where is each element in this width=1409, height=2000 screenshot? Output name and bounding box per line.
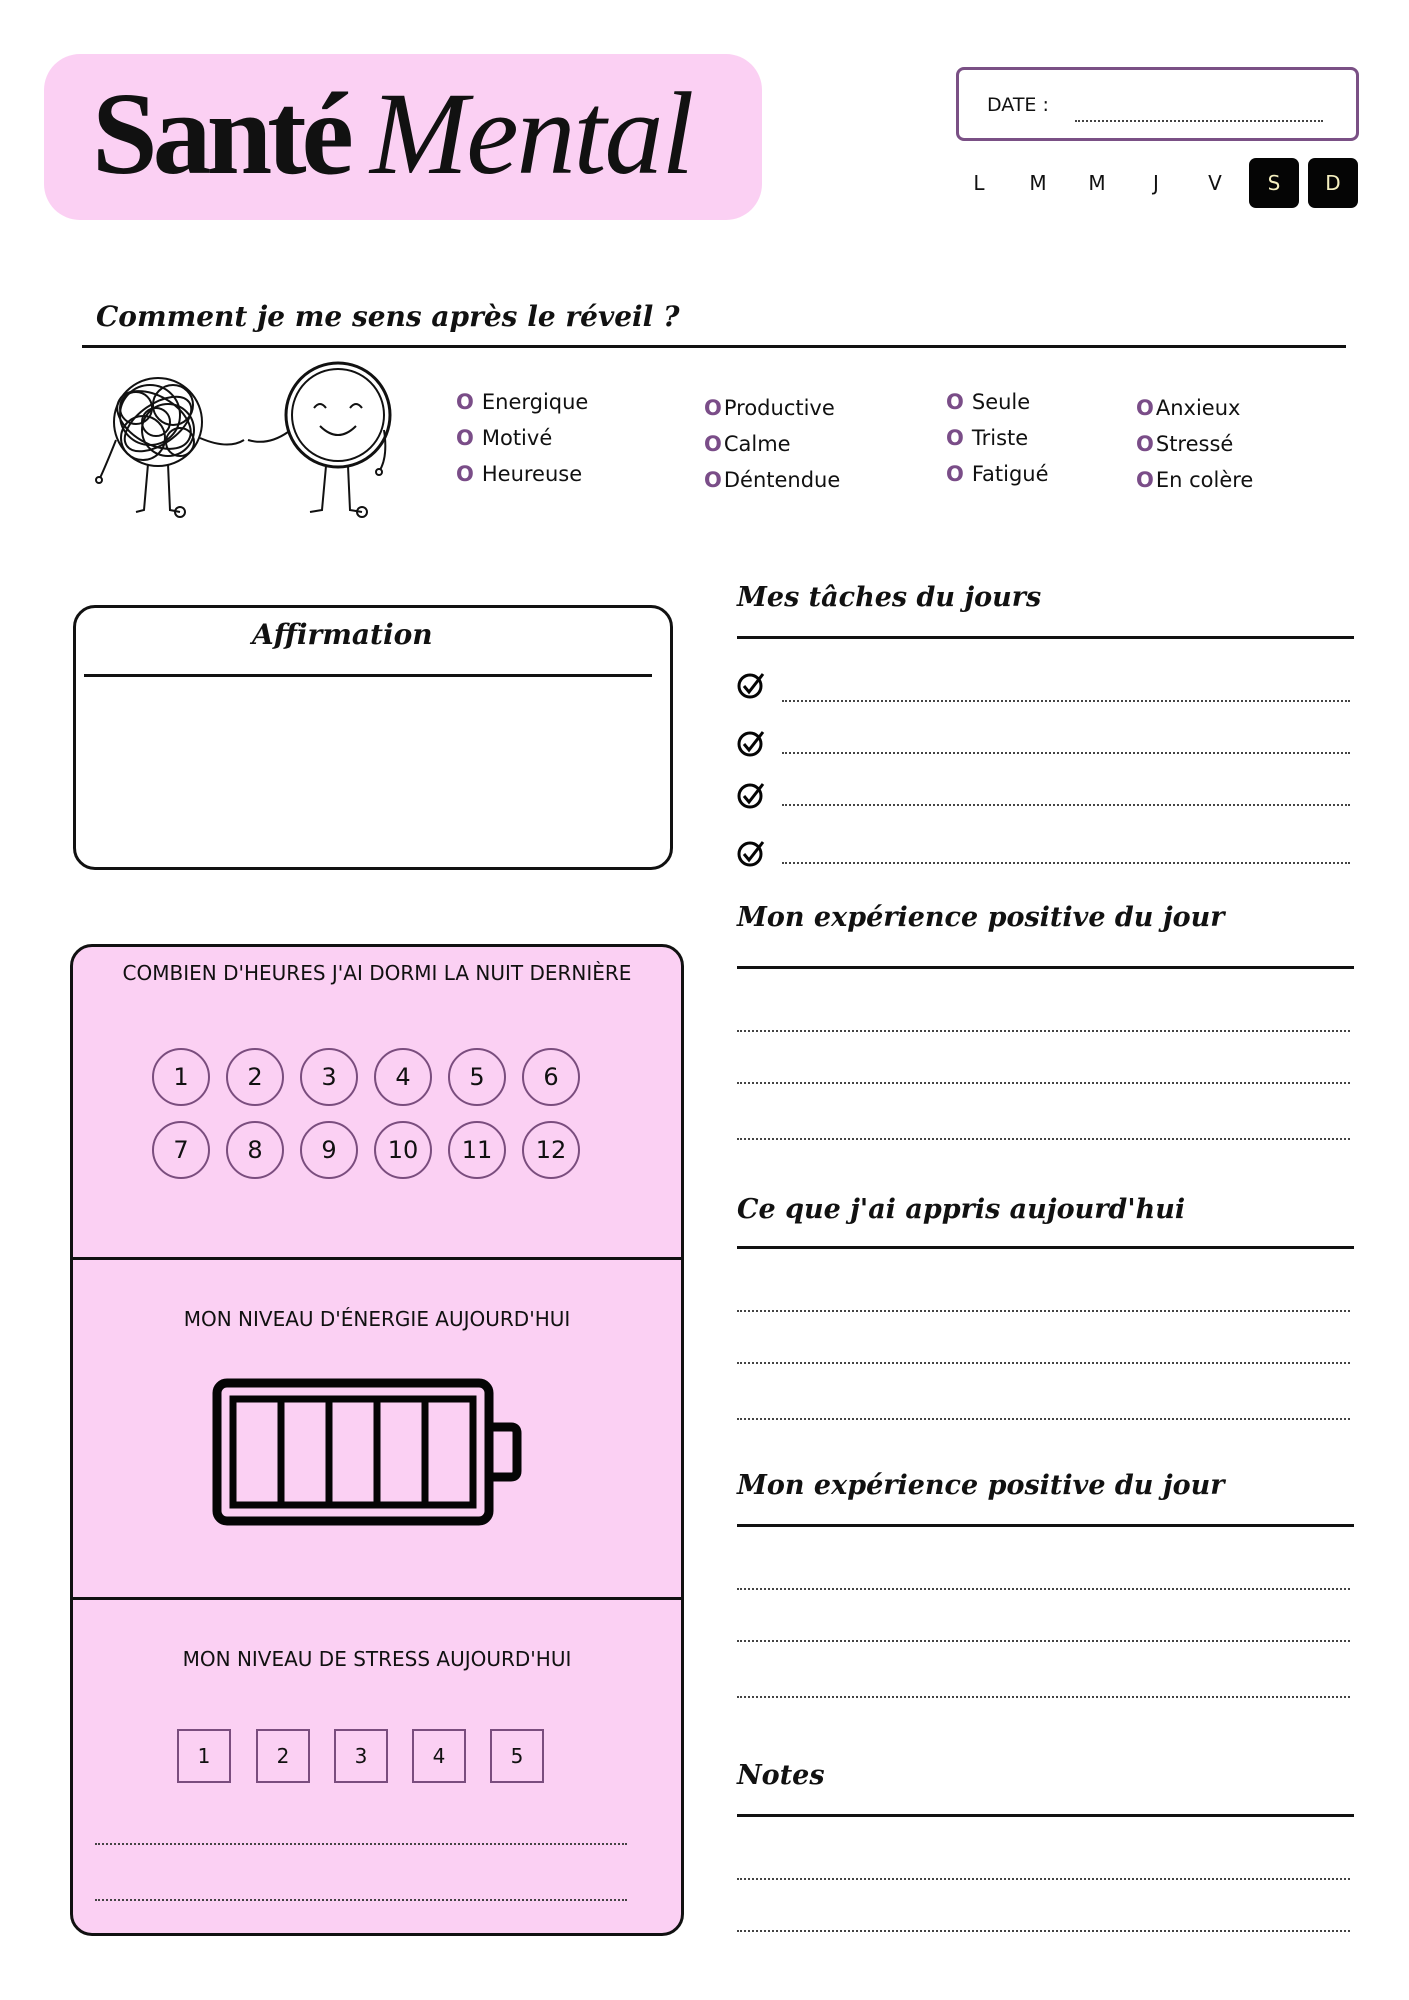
task-line[interactable]: [782, 700, 1350, 702]
stress-level-5[interactable]: 5: [490, 1729, 544, 1783]
mood-option-stresse[interactable]: OStressé: [1136, 432, 1234, 456]
stress-level-1[interactable]: 1: [177, 1729, 231, 1783]
mood-radio[interactable]: O: [704, 432, 722, 456]
mood-divider: [82, 345, 1346, 348]
learned-line[interactable]: [737, 1362, 1350, 1364]
checkmark-icon[interactable]: [736, 838, 766, 868]
date-label: DATE :: [987, 94, 1049, 116]
notes-title: Notes: [737, 1760, 825, 1791]
sleep-hour-3[interactable]: 3: [300, 1048, 358, 1106]
day-dimanche[interactable]: D: [1308, 158, 1358, 208]
mood-option-seule[interactable]: O Seule: [946, 390, 1031, 414]
sleep-hour-4[interactable]: 4: [374, 1048, 432, 1106]
mood-radio[interactable]: O: [1136, 432, 1154, 456]
affirmation-divider: [84, 674, 652, 677]
affirmation-title: Affirmation: [252, 618, 433, 651]
sleep-hour-9[interactable]: 9: [300, 1121, 358, 1179]
mood-radio[interactable]: O: [1136, 396, 1154, 420]
notes-divider: [737, 1814, 1354, 1817]
mood-radio[interactable]: O: [946, 462, 964, 486]
mood-option-triste[interactable]: O Triste: [946, 426, 1029, 450]
mood-option-en-colere[interactable]: OEn colère: [1136, 468, 1254, 492]
learned-line[interactable]: [737, 1418, 1350, 1420]
mood-radio[interactable]: O: [456, 462, 474, 486]
tracker-panel: [70, 944, 684, 1936]
sleep-label: COMBIEN D'HEURES J'AI DORMI LA NUIT DERNIÈRE: [122, 961, 632, 985]
positive-line-2[interactable]: [737, 1696, 1350, 1698]
positive-line[interactable]: [737, 1082, 1350, 1084]
tasks-title: Mes tâches du jours: [737, 582, 1042, 613]
title-word-mental: Mental: [370, 68, 693, 199]
day-jeudi[interactable]: J: [1153, 171, 1159, 195]
energy-label: MON NIVEAU D'ÉNERGIE AUJOURD'HUI: [183, 1307, 571, 1331]
mood-radio[interactable]: O: [946, 426, 964, 450]
tangled-and-happy-friends-illustration: [88, 360, 408, 530]
mood-radio[interactable]: O: [704, 396, 722, 420]
task-line[interactable]: [782, 752, 1350, 754]
mood-question: Comment je me sens après le réveil ?: [96, 300, 680, 333]
sleep-hour-1[interactable]: 1: [152, 1048, 210, 1106]
stress-note-line[interactable]: [95, 1899, 627, 1901]
learned-title: Ce que j'ai appris aujourd'hui: [737, 1194, 1186, 1225]
mood-option-detendue[interactable]: ODéntendue: [704, 468, 841, 492]
checkmark-icon[interactable]: [736, 780, 766, 810]
title-banner: [44, 54, 762, 220]
day-mardi[interactable]: M: [1029, 171, 1047, 195]
positive-line-2[interactable]: [737, 1640, 1350, 1642]
mood-radio[interactable]: O: [456, 390, 474, 414]
checkmark-icon[interactable]: [736, 728, 766, 758]
learned-divider: [737, 1246, 1354, 1249]
day-vendredi[interactable]: V: [1208, 171, 1222, 195]
mood-option-fatigue[interactable]: O Fatigué: [946, 462, 1049, 486]
mood-radio[interactable]: O: [946, 390, 964, 414]
battery-icon[interactable]: [211, 1377, 531, 1529]
positive-divider: [737, 966, 1354, 969]
sleep-hour-8[interactable]: 8: [226, 1121, 284, 1179]
checkmark-icon[interactable]: [736, 670, 766, 700]
mood-option-calme[interactable]: OCalme: [704, 432, 791, 456]
sleep-hour-6[interactable]: 6: [522, 1048, 580, 1106]
notes-line[interactable]: [737, 1878, 1350, 1880]
notes-line[interactable]: [737, 1930, 1350, 1932]
mood-option-energique[interactable]: O Energique: [456, 390, 589, 414]
stress-level-4[interactable]: 4: [412, 1729, 466, 1783]
stress-level-2[interactable]: 2: [256, 1729, 310, 1783]
sleep-hour-12[interactable]: 12: [522, 1121, 580, 1179]
positive-experience-title-2: Mon expérience positive du jour: [737, 1470, 1225, 1501]
title-word-sante: Santé: [92, 68, 349, 199]
mood-option-motive[interactable]: O Motivé: [456, 426, 553, 450]
positive-line[interactable]: [737, 1030, 1350, 1032]
mood-radio[interactable]: O: [704, 468, 722, 492]
mood-radio[interactable]: O: [456, 426, 474, 450]
date-field[interactable]: [956, 67, 1359, 141]
sleep-hour-2[interactable]: 2: [226, 1048, 284, 1106]
day-mercredi[interactable]: M: [1088, 171, 1106, 195]
sleep-hour-10[interactable]: 10: [374, 1121, 432, 1179]
day-lundi[interactable]: L: [973, 171, 985, 195]
tracker-divider-2: [73, 1597, 681, 1600]
tasks-divider: [737, 636, 1354, 639]
mood-option-anxieux[interactable]: OAnxieux: [1136, 396, 1241, 420]
stress-label: MON NIVEAU DE STRESS AUJOURD'HUI: [182, 1647, 572, 1671]
positive-line-2[interactable]: [737, 1588, 1350, 1590]
stress-level-3[interactable]: 3: [334, 1729, 388, 1783]
mood-option-productive[interactable]: OProductive: [704, 396, 835, 420]
task-line[interactable]: [782, 862, 1350, 864]
sleep-hour-5[interactable]: 5: [448, 1048, 506, 1106]
date-input-line[interactable]: [1075, 120, 1323, 122]
mood-option-heureuse[interactable]: O Heureuse: [456, 462, 583, 486]
learned-line[interactable]: [737, 1310, 1350, 1312]
sleep-hour-7[interactable]: 7: [152, 1121, 210, 1179]
mood-radio[interactable]: O: [1136, 468, 1154, 492]
affirmation-box[interactable]: [73, 605, 673, 870]
task-line[interactable]: [782, 804, 1350, 806]
tracker-divider-1: [73, 1257, 681, 1260]
positive-experience-title: Mon expérience positive du jour: [737, 902, 1225, 933]
stress-note-line[interactable]: [95, 1843, 627, 1845]
day-samedi[interactable]: S: [1249, 158, 1299, 208]
positive-divider-2: [737, 1524, 1354, 1527]
sleep-hour-11[interactable]: 11: [448, 1121, 506, 1179]
positive-line[interactable]: [737, 1138, 1350, 1140]
